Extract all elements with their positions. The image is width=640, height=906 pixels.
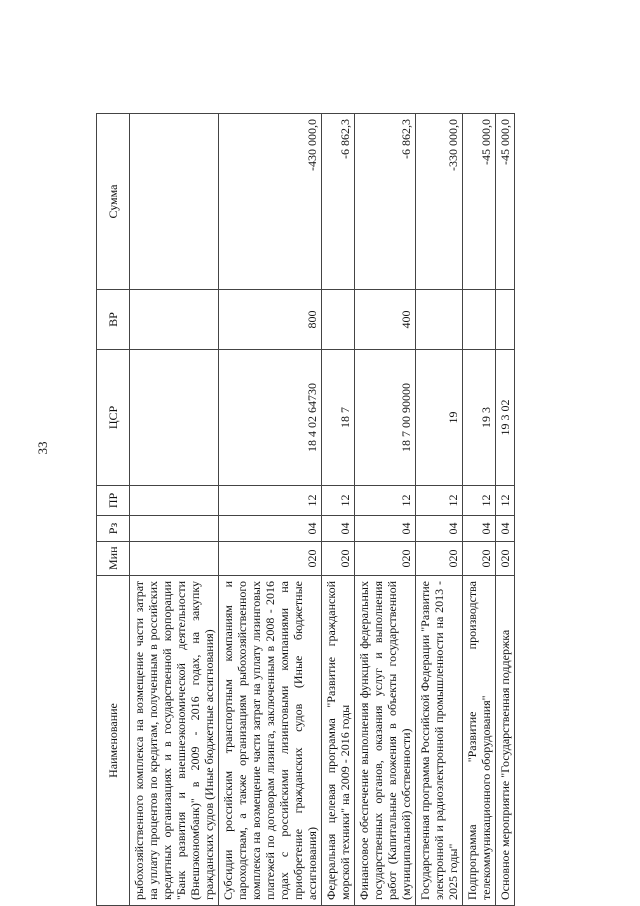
row-min: 020 [496, 542, 515, 576]
rotated-page [96, 114, 610, 906]
row-pr: 12 [496, 486, 515, 516]
row-sum: -6 862,3 [355, 114, 416, 290]
row-sum: -45 000,0 [496, 114, 515, 290]
row-min: 020 [355, 542, 416, 576]
table-row [416, 114, 463, 906]
row-min: 020 [322, 542, 355, 576]
row-csr: 19 [416, 350, 463, 486]
row-name: Основное мероприятие "Государственная поддержка [496, 576, 515, 906]
row-name: Государственная программа Российской Федерации "Развитие электронной и радиоэлектронной промышленности на 2013 - 2025 годы" [416, 576, 463, 906]
row-pr [130, 486, 219, 516]
row-min: 020 [463, 542, 496, 576]
row-csr [130, 350, 219, 486]
row-rz: 04 [496, 516, 515, 542]
row-rz: 04 [355, 516, 416, 542]
table-row [219, 114, 322, 906]
header-min: Мин [97, 542, 130, 576]
row-pr: 12 [463, 486, 496, 516]
row-vr [463, 290, 496, 350]
row-csr: 19 3 [463, 350, 496, 486]
row-pr: 12 [416, 486, 463, 516]
row-name: Федеральная целевая программа "Развитие гражданской морской техники" на 2009 - 2016 годы [322, 576, 355, 906]
row-name: Подпрограмма "Развитие производства телекоммуникационного оборудования" [463, 576, 496, 906]
header-rz: Рз [97, 516, 130, 542]
header-name: Наименование [97, 576, 130, 906]
row-sum [130, 114, 219, 290]
row-vr [496, 290, 515, 350]
row-csr: 18 4 02 64730 [219, 350, 322, 486]
header-pr: ПР [97, 486, 130, 516]
row-vr: 800 [219, 290, 322, 350]
row-min: 020 [219, 542, 322, 576]
row-rz [130, 516, 219, 542]
row-csr: 19 3 02 [496, 350, 515, 486]
header-csr: ЦСР [97, 350, 130, 486]
row-sum: -6 862,3 [322, 114, 355, 290]
row-pr: 12 [219, 486, 322, 516]
table-row [130, 114, 219, 906]
row-rz: 04 [322, 516, 355, 542]
row-vr: 400 [355, 290, 416, 350]
row-rz: 04 [219, 516, 322, 542]
row-name: рыбохозяйственного комплекса на возмещение части затрат на уплату процентов по кредитам, полученным в российских кредитных организациях и в государственной корпорации "Банк развития и внешнеэкономической деятельности (Внешэкономбанк)" в 2009 - 2016 годах, на закупку гражданских судов (Иные бюджетные ассигнования) [130, 576, 219, 906]
table-row [322, 114, 355, 906]
header-vr: ВР [97, 290, 130, 350]
table-row [463, 114, 496, 906]
row-vr [130, 290, 219, 350]
row-csr: 18 7 [322, 350, 355, 486]
row-sum: -330 000,0 [416, 114, 463, 290]
budget-table [96, 113, 515, 906]
page-number: 33 [35, 441, 50, 455]
table-row [496, 114, 515, 906]
row-rz: 04 [463, 516, 496, 542]
row-name: Субсидии российским транспортным компаниям и пароходствам, а также организациям рыбохозяйственного комплекса на возмещение части затрат на уплату лизинговых платежей по договорам лизинга, заключенным в 2008 - 2016 годах с российскими лизинговыми компаниями на приобретение гражданских судов (Иные бюджетные ассигнования) [219, 576, 322, 906]
row-csr: 18 7 00 90000 [355, 350, 416, 486]
row-min [130, 542, 219, 576]
row-sum: -430 000,0 [219, 114, 322, 290]
row-min: 020 [416, 542, 463, 576]
row-name: Финансовое обеспечение выполнения функций федеральных государственных органов, оказания услуг и выполнения работ (Капитальные вложения в объекты государственной (муниципальной) собственности) [355, 576, 416, 906]
row-vr [416, 290, 463, 350]
row-vr [322, 290, 355, 350]
header-row [97, 114, 130, 906]
row-pr: 12 [322, 486, 355, 516]
table-row [355, 114, 416, 906]
row-sum: -45 000,0 [463, 114, 496, 290]
row-rz: 04 [416, 516, 463, 542]
header-sum: Сумма [97, 114, 130, 290]
row-pr: 12 [355, 486, 416, 516]
